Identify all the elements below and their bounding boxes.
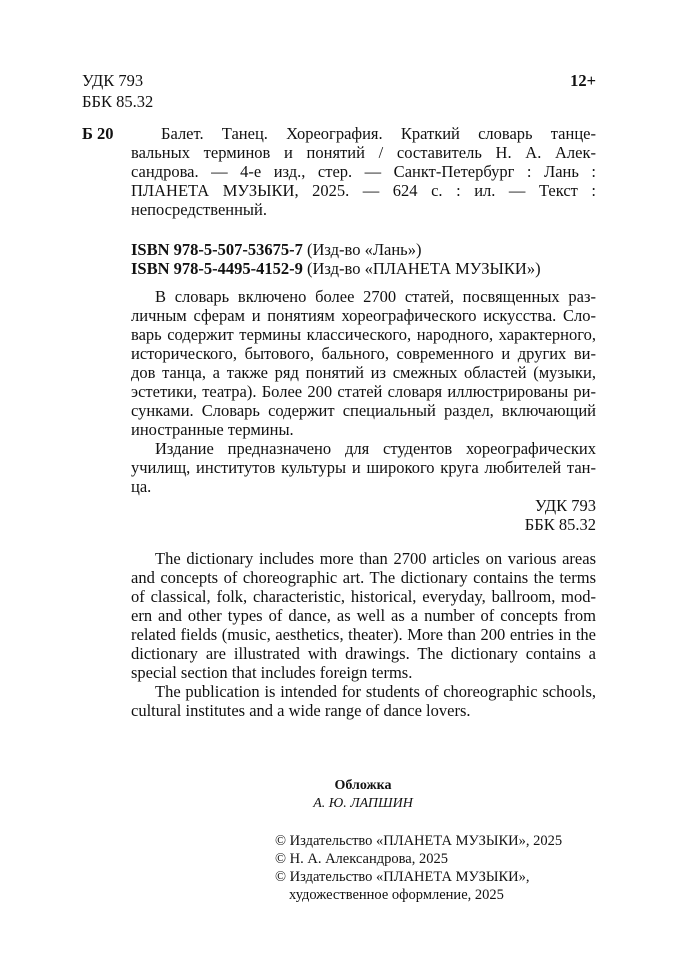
age-rating: 12+ (570, 71, 596, 90)
annotation-english (131, 549, 596, 720)
annotation-line: иностранные термины. (131, 420, 294, 439)
annotation-line: сунками. Словарь содержит специальный раздел, включающий (131, 401, 596, 420)
isbn-number: ISBN 978-5-4495-4152-9 (131, 259, 303, 278)
cover-label: Обложка (334, 778, 392, 793)
isbn-publisher: (Изд-во «ПЛАНЕТА МУЗЫКИ») (307, 259, 541, 278)
isbn-publisher: (Изд-во «Лань») (307, 240, 422, 259)
bibliographic-record (131, 124, 596, 219)
udk-code: УДК 793 (82, 71, 144, 90)
annotation-line: личным сферам и понятиям хореографического искусства. Сло- (131, 306, 596, 325)
isbn-number: ISBN 978-5-507-53675-7 (131, 240, 303, 259)
annotation-line: дов танца, а также ряд понятий из смежных областей (музыки, (131, 363, 596, 382)
record-line: сандрова. — 4-е изд., стер. — Санкт-Петербург : Лань : (131, 162, 596, 181)
copyright-block (275, 832, 562, 904)
copyright-line: © Н. А. Александрова, 2025 (275, 851, 448, 867)
copyright-line: художественное оформление, 2025 (289, 887, 504, 903)
annotation-line: варь содержит термины классического, народного, характерного, (131, 325, 596, 344)
isbn-line (131, 240, 541, 259)
copyright-line: © Издательство «ПЛАНЕТА МУЗЫКИ», 2025 (275, 833, 563, 849)
annotation-line: ца. (131, 477, 152, 496)
annotation-udk: УДК 793 (534, 496, 596, 515)
annotation-line: and concepts of choreographic art. The dictionary contains the terms (131, 568, 596, 587)
annotation-bbk: ББК 85.32 (524, 515, 596, 534)
annotation-line: исторического, бытового, бального, современного и других ви- (131, 344, 596, 363)
annotation-line: Издание предназначено для студентов хореографических (155, 439, 596, 458)
annotation-line: related fields (music, aesthetics, theater). More than 200 entries in the (131, 625, 596, 644)
annotation-russian (131, 287, 596, 534)
author-sign: Б 20 (82, 124, 114, 143)
annotation-line: dictionary are illustrated with drawings. The dictionary contains a (131, 644, 596, 663)
cover-artist: А. Ю. ЛАПШИН (313, 796, 413, 811)
isbn-block (131, 240, 541, 278)
annotation-line: The publication is intended for students of choreographic schools, (155, 682, 596, 701)
bbk-code: ББК 85.32 (82, 92, 154, 111)
copyright-line: © Издательство «ПЛАНЕТА МУЗЫКИ», (275, 869, 530, 885)
record-line: ПЛАНЕТА МУЗЫКИ, 2025. — 624 с. : ил. — Текст : (131, 181, 596, 200)
record-line: непосредственный. (131, 200, 267, 219)
annotation-line: special section that includes foreign terms. (131, 663, 413, 682)
annotation-line: of classical, folk, characteristic, historical, everyday, ballroom, mod- (131, 587, 596, 606)
annotation-line: The dictionary includes more than 2700 articles on various areas (155, 549, 596, 568)
record-line: вальных терминов и понятий / составитель Н. А. Алек- (131, 143, 596, 162)
isbn-line (131, 259, 541, 278)
cover-credit (0, 777, 680, 813)
annotation-line: эстетики, театра). Более 200 статей словаря иллюстрированы ри- (131, 382, 596, 401)
record-line: Балет. Танец. Хореография. Краткий словарь танце- (161, 124, 596, 143)
annotation-line: училищ, институтов культуры и широкого круга любителей тан- (131, 458, 596, 477)
annotation-line: ern and other types of dance, as well as a number of concepts from (131, 606, 596, 625)
annotation-line: cultural institutes and a wide range of dance lovers. (131, 701, 471, 720)
annotation-line: В словарь включено более 2700 статей, посвященных раз- (155, 287, 596, 306)
